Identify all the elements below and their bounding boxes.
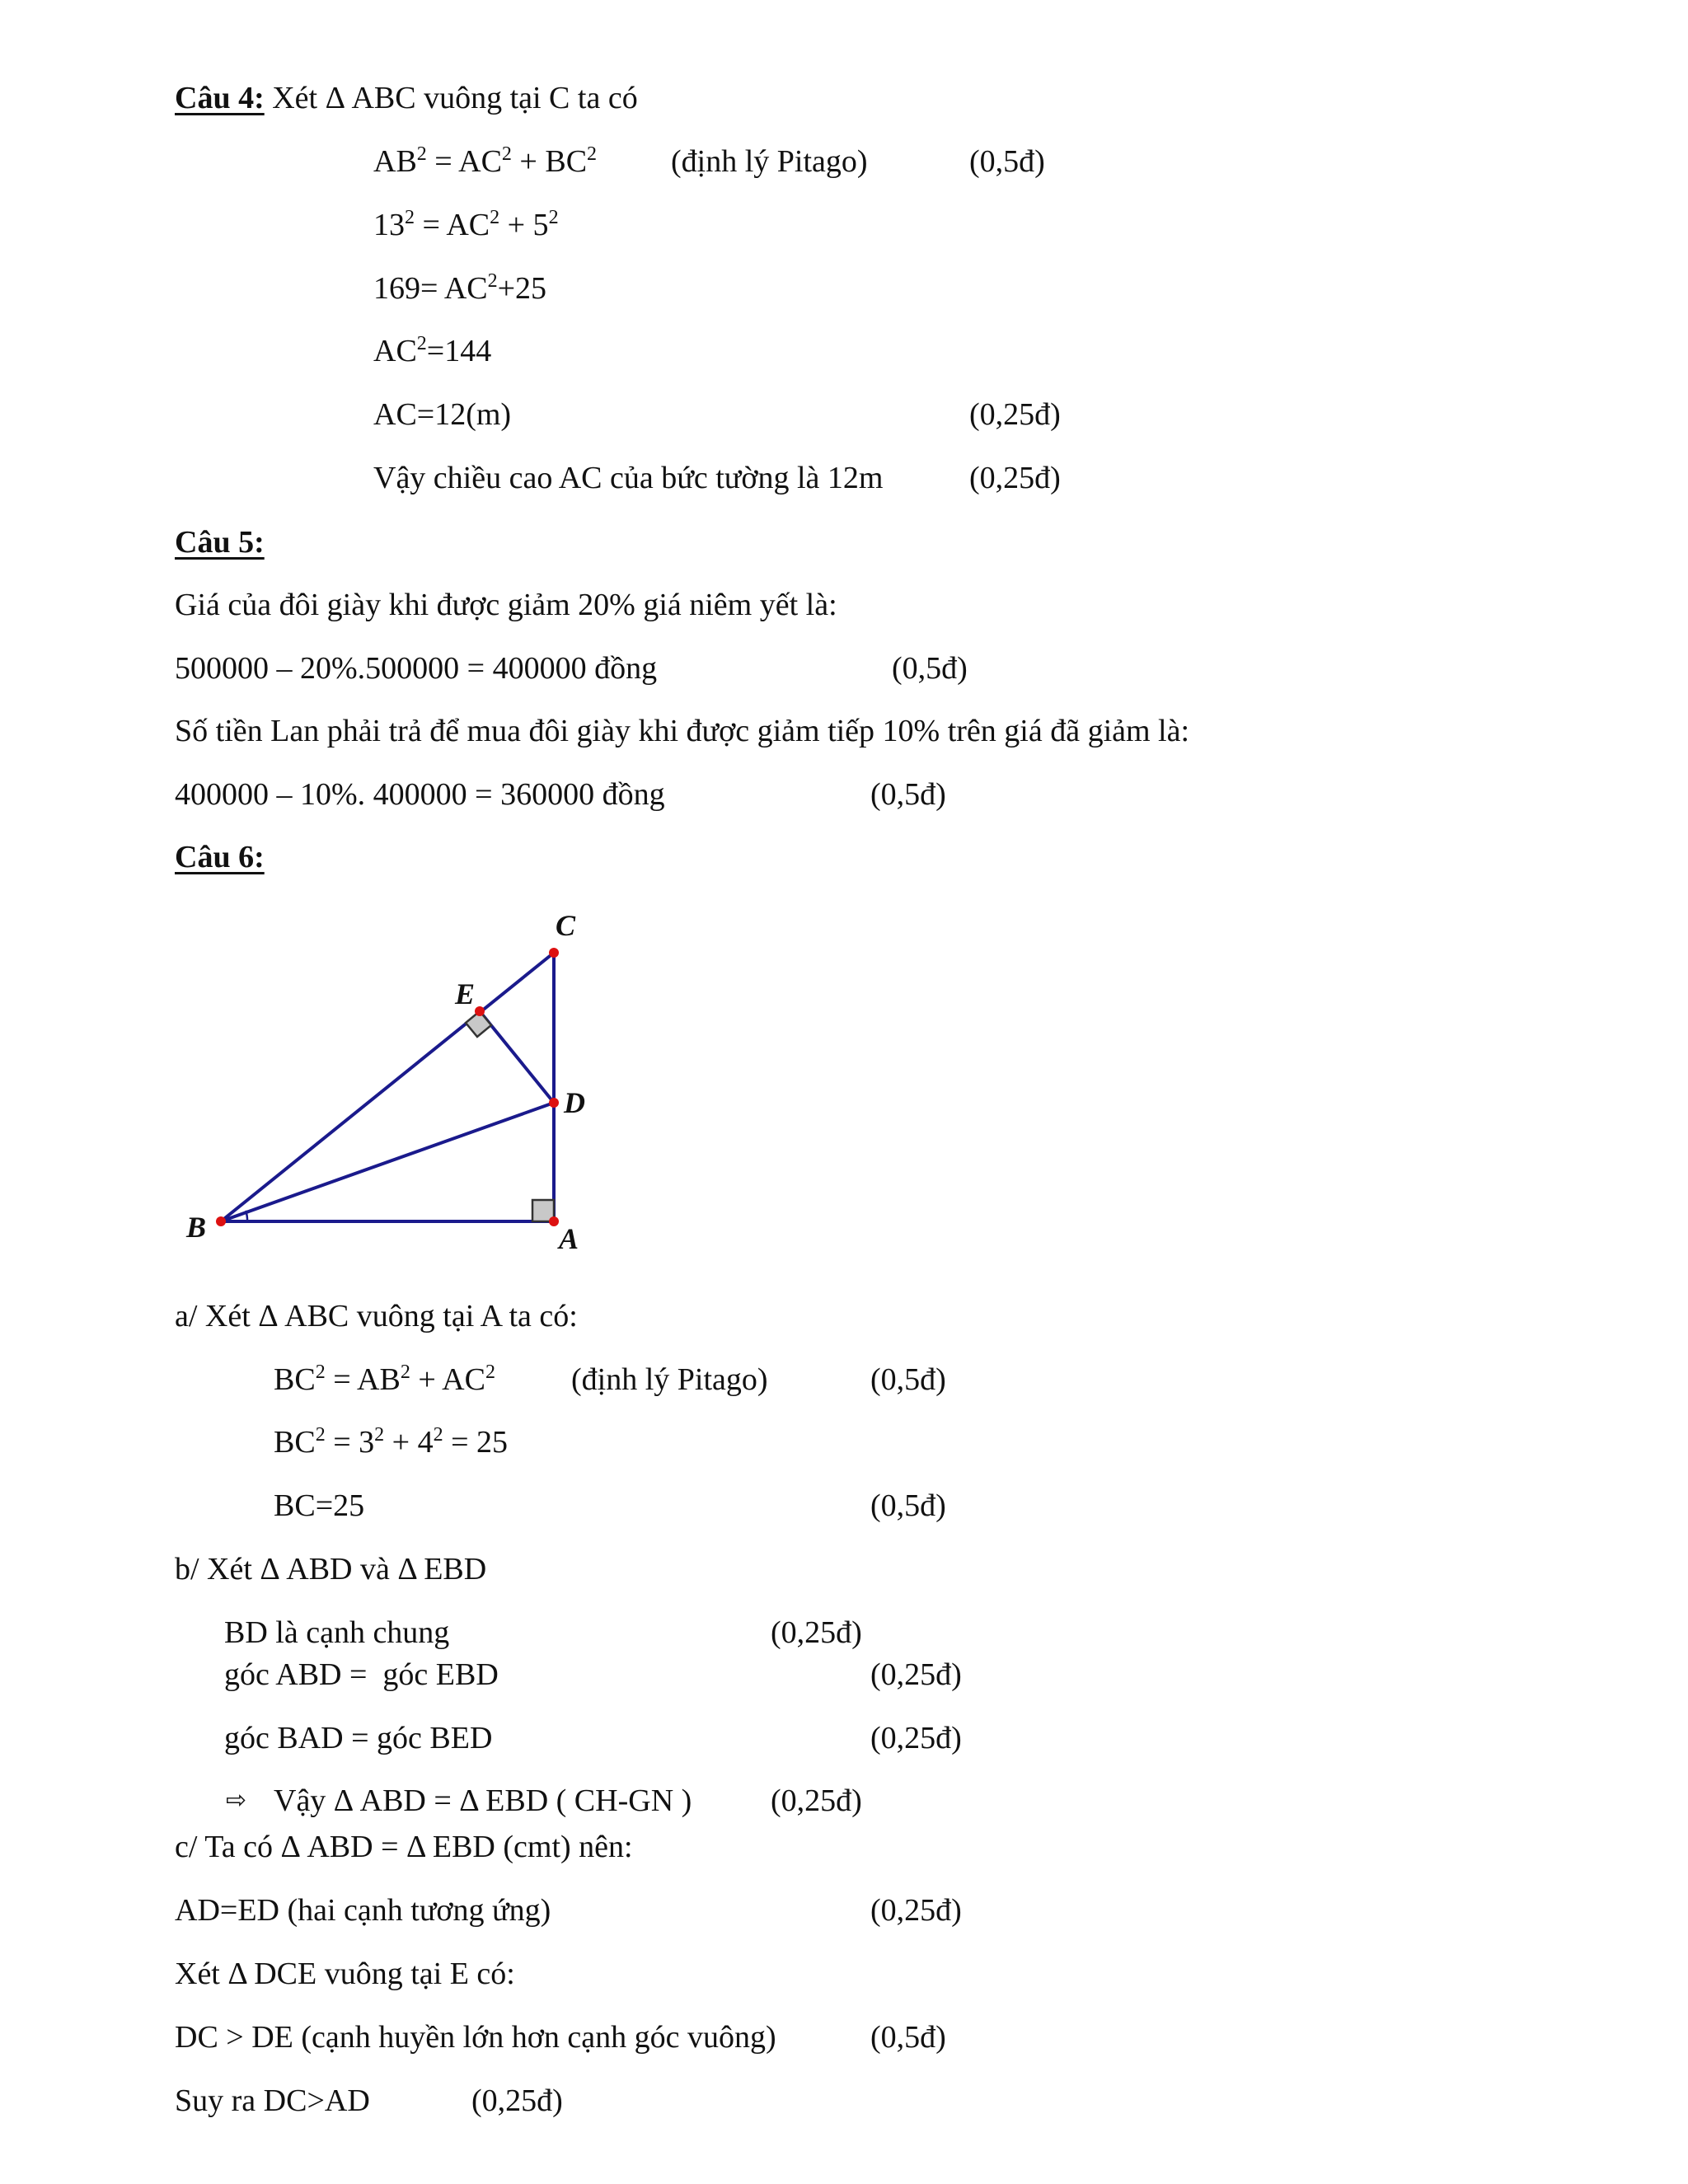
q4-eq1-sup-2: 2 — [501, 143, 512, 165]
q4-eq3 — [373, 270, 547, 306]
q5-line-3: Số tiền Lan phải trả để mua đôi giày khi được giảm tiếp 10% trên giá đã giảm là: — [175, 714, 1190, 748]
q6b-reason-3: góc BAD = góc BED — [224, 1721, 493, 1755]
q6a-eq1-sup-3: 2 — [485, 1361, 495, 1383]
q6-heading: Câu 6: — [175, 840, 265, 874]
q4-eq4-term-a: AC — [373, 334, 417, 368]
q6a-eq3: BC=25 — [274, 1488, 365, 1523]
q6a-eq2-term-c: + 4 — [384, 1425, 434, 1460]
label-B: B — [186, 1211, 207, 1244]
q6a-eq2 — [274, 1424, 509, 1460]
q4-eq1-term-c: + BC — [511, 144, 588, 179]
q4-eq4 — [373, 335, 491, 367]
q4-eq2-sup-2: 2 — [490, 207, 500, 228]
q4-eq2-sup-1: 2 — [405, 207, 415, 228]
q4-eq5-points: (0,25đ) — [969, 397, 1061, 432]
q6a-intro: a/ Xét Δ ABC vuông tại A ta có: — [175, 1299, 578, 1333]
q4-eq2-term-a: 13 — [373, 208, 405, 242]
q6a-eq3-points: (0,5đ) — [870, 1488, 946, 1523]
q4-intro: Xét Δ ABC vuông tại C ta có — [264, 81, 638, 115]
q6c-line-4-points: (0,25đ) — [471, 2083, 563, 2118]
label-A: A — [559, 1222, 579, 1255]
q6c-line-1: AD=ED (hai cạnh tương ứng) — [175, 1893, 551, 1928]
q6c-intro: c/ Ta có Δ ABD = Δ EBD (cmt) nên: — [175, 1830, 633, 1864]
q5-heading: Câu 5: — [175, 525, 265, 560]
q6c-line-3: DC > DE (cạnh huyền lớn hơn cạnh góc vuông) — [175, 2020, 776, 2055]
q4-eq2-term-b: = AC — [415, 208, 490, 242]
q6b-intro: b/ Xét Δ ABD và Δ EBD — [175, 1552, 487, 1586]
q4-intro-line — [175, 82, 638, 114]
q6c-line-4: Suy ra DC>AD — [175, 2083, 370, 2118]
q4-eq3-term-b: +25 — [497, 271, 547, 306]
q4-eq3-sup: 2 — [487, 270, 498, 292]
q6a-eq2-sup-3: 2 — [433, 1424, 443, 1446]
q4-eq2-term-c: + 5 — [499, 208, 549, 242]
point-B — [216, 1216, 226, 1226]
q5-line-4: 400000 – 10%. 400000 = 360000 đồng — [175, 777, 665, 812]
triangle-figure — [165, 898, 610, 1261]
q6a-eq1-sup-2: 2 — [400, 1361, 410, 1383]
q4-eq1-reason: (định lý Pitago) — [671, 144, 868, 179]
q4-eq4-sup: 2 — [416, 333, 427, 354]
q6a-eq1-sup-1: 2 — [315, 1361, 326, 1383]
label-D: D — [564, 1086, 585, 1119]
q6b-reason-2: góc ABD = góc EBD — [224, 1657, 499, 1692]
q4-eq4-term-b: =144 — [426, 334, 492, 368]
q4-eq1-term-a: AB — [373, 144, 417, 179]
q6a-eq1-reason: (định lý Pitago) — [571, 1362, 768, 1397]
q6a-eq2-term-b: = 3 — [325, 1425, 375, 1460]
q6a-eq1-term-c: + AC — [410, 1362, 485, 1397]
q4-conclusion-points: (0,25đ) — [969, 461, 1061, 495]
q4-eq1 — [373, 143, 598, 179]
q6a-eq2-term-a: BC — [274, 1425, 316, 1460]
segment-BD — [221, 1103, 554, 1221]
q6a-eq2-sup-2: 2 — [374, 1424, 385, 1446]
q6b-reason-1: BD là cạnh chung — [224, 1615, 450, 1650]
label-E: E — [455, 977, 476, 1010]
q4-eq2-sup-3: 2 — [548, 207, 559, 228]
q5-line-4-points: (0,5đ) — [870, 777, 946, 812]
q5-line-2-points: (0,5đ) — [892, 651, 968, 686]
q4-heading: Câu 4: — [175, 81, 265, 115]
triangle-lines — [221, 953, 554, 1221]
q6c-line-1-points: (0,25đ) — [870, 1893, 962, 1928]
q6b-reason-2-points: (0,25đ) — [870, 1657, 962, 1692]
q6a-eq2-sup-1: 2 — [315, 1424, 326, 1446]
q5-line-2: 500000 – 20%.500000 = 400000 đồng — [175, 651, 658, 686]
implies-arrow-icon: ⇨ — [226, 1786, 247, 1815]
q4-eq3-term-a: 169= AC — [373, 271, 488, 306]
q6b-conclusion: Vậy Δ ABD = Δ EBD ( CH-GN ) — [274, 1783, 692, 1818]
q6a-eq1-points: (0,5đ) — [870, 1362, 946, 1397]
q4-eq1-points: (0,5đ) — [969, 144, 1045, 179]
q6b-reason-3-points: (0,25đ) — [870, 1721, 962, 1755]
q6b-conclusion-points: (0,25đ) — [771, 1783, 862, 1818]
label-C: C — [556, 909, 576, 942]
q4-eq2 — [373, 209, 559, 241]
point-E — [475, 1006, 485, 1016]
q6a-eq1 — [274, 1361, 495, 1397]
q6c-line-3-points: (0,5đ) — [870, 2020, 946, 2055]
point-A — [549, 1216, 559, 1226]
segment-BC — [221, 953, 554, 1221]
point-C — [549, 948, 559, 958]
q6c-line-2: Xét Δ DCE vuông tại E có: — [175, 1957, 515, 1991]
q4-eq1-sup-1: 2 — [416, 143, 427, 165]
q4-eq5: AC=12(m) — [373, 397, 512, 432]
q6a-eq1-term-b: = AB — [325, 1362, 401, 1397]
q6a-eq2-term-d: = 25 — [443, 1425, 509, 1460]
q5-line-1: Giá của đôi giày khi được giảm 20% giá niêm yết là: — [175, 588, 837, 622]
point-D — [549, 1098, 559, 1108]
q4-conclusion: Vậy chiều cao AC của bức tường là 12m — [373, 461, 884, 495]
q4-eq1-sup-3: 2 — [587, 143, 598, 165]
q4-eq1-term-b: = AC — [426, 144, 502, 179]
q6a-eq1-term-a: BC — [274, 1362, 316, 1397]
q6b-reason-1-points: (0,25đ) — [771, 1615, 862, 1650]
